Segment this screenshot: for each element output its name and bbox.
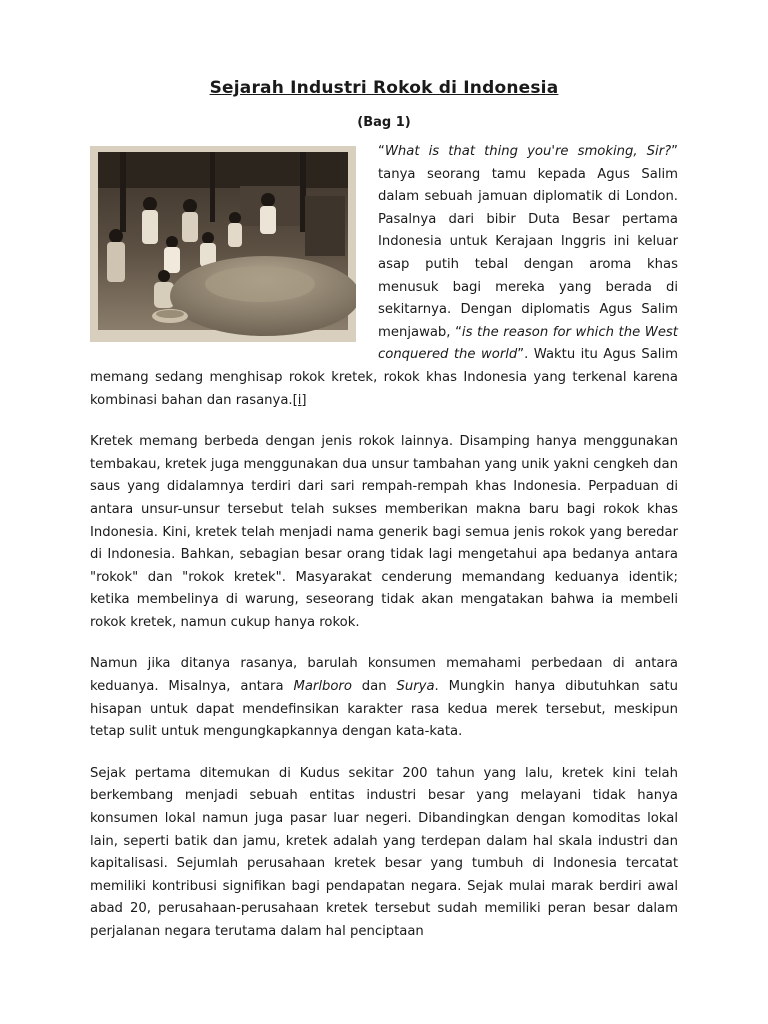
paragraph-1-text-b: ”. Waktu itu Agus Salim memang sedang menghisap rokok kretek, rokok khas Indonesia yang terkenal karena kombinasi bahan dan rasanya. bbox=[90, 347, 678, 408]
brand-marlboro: Marlboro bbox=[293, 679, 352, 695]
paragraph-4: Sejak pertama ditemukan di Kudus sekitar 200 tahun yang lalu, kretek kini telah berkembang menjadi sebuah entitas industri besar yang melayani tidak hanya konsumen lokal namun juga pasar luar negeri. Dibandingkan dengan komoditas lokal lain, seperti batik dan jamu, kretek adalah yang terdepan dalam hal skala industri dan kapitalisasi. Sejumlah perusahaan kretek besar yang tumbuh di Indonesia tercatat memiliki kontribusi signifikan bagi pendapatan negara. Sejak mulai marak berdiri awal abad 20, perusahaan-perusahaan kretek tersebut sudah memiliki peran besar dalam perjalanan negara terutama dalam hal penciptaan bbox=[90, 765, 678, 939]
paragraph-3 bbox=[90, 653, 678, 743]
document-subtitle: (Bag 1) bbox=[357, 115, 411, 130]
footnote-link[interactable]: [i] bbox=[292, 392, 307, 408]
paragraph-2: Kretek memang berbeda dengan jenis rokok lainnya. Disamping hanya menggunakan tembakau, kretek juga menggunakan dua unsur tambahan yang unik yakni cengkeh dan saus yang didalamnya terdiri dari sari rempah-rempah khas Indonesia. Perpaduan di antara unsur-unsur tersebut telah sukses memberikan makna baru bagi rokok khas Indonesia. Kini, kretek telah menjadi nama generik bagi semua jenis rokok yang beredar di Indonesia. Bahkan, sebagian besar orang tidak lagi mengetahui apa bedanya antara "rokok" dan "rokok kretek". Masyarakat cenderung memandang keduanya identik; ketika membelinya di warung, seseorang tidak akan mengatakan bahwa ia membeli rokok kretek, namun cukup hanya rokok. bbox=[90, 434, 678, 630]
paragraph-3-text-a: Namun jika ditanya rasanya, barulah konsumen memahami perbedaan di antara keduanya. Misalnya, antara bbox=[90, 656, 678, 695]
paragraph-1 bbox=[90, 141, 678, 412]
agus-salim-answer: is the reason for which the West conquered the world bbox=[378, 324, 678, 363]
brand-surya: Surya bbox=[396, 679, 435, 695]
historical-photo bbox=[90, 146, 356, 342]
close-quote: ” bbox=[671, 144, 678, 159]
paragraph-3-text-b: dan bbox=[351, 679, 397, 695]
document-title: Sejarah Industri Rokok di Indonesia bbox=[209, 78, 559, 98]
paragraph-3-text-c: . Mungkin hanya dibutuhkan satu hisapan untuk dapat mendefinsikan karakter rasa kedua merek tersebut, meskipun tetap sulit untuk mengungkapkannya dengan kata-kata. bbox=[90, 679, 678, 740]
guest-question: What is that thing you're smoking, Sir? bbox=[384, 144, 672, 159]
open-quote: “ bbox=[378, 144, 385, 159]
article-body bbox=[90, 141, 678, 963]
paragraph-1-text-a: tanya seorang tamu kepada Agus Salim dalam sebuah jamuan diplomatik di London. Pasalnya dari bibir Duta Besar pertama Indonesia untuk Kerajaan Inggris ini keluar asap putih tebal dengan aroma khas menusuk bagi mereka yang berada di sekitarnya. Dengan diplomatis Agus Salim menjawab, “ bbox=[378, 166, 678, 340]
